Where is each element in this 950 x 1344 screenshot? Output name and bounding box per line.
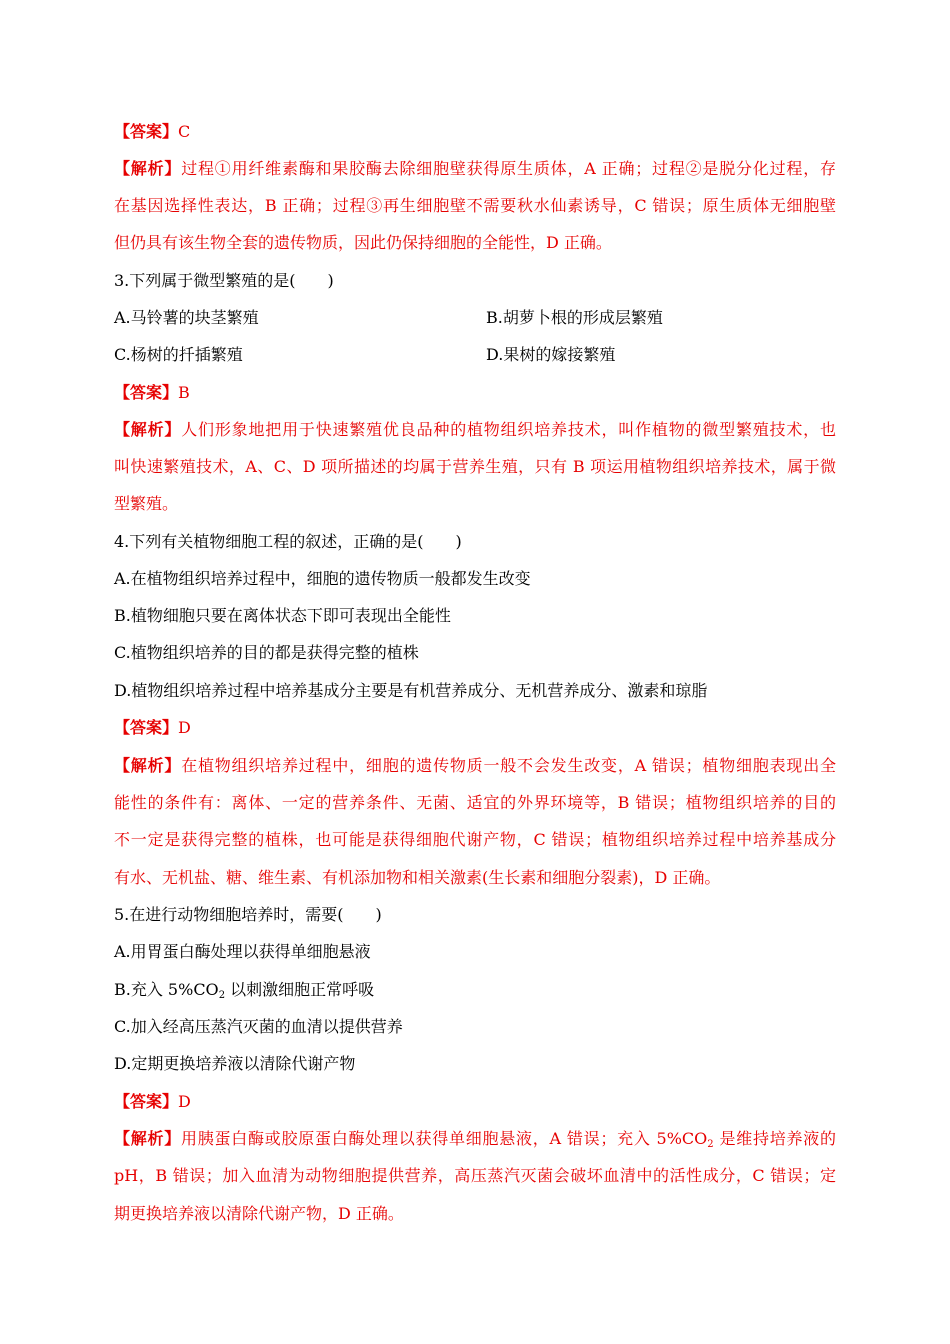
analysis-tag: 【解析】	[114, 1129, 182, 1148]
q5-analysis-line: pH，B 错误；加入血清为动物细胞提供营养，高压蒸汽灭菌会破坏血清中的活性成分，C 错误；定	[114, 1166, 836, 1185]
q3-stem: 3.下列属于微型繁殖的是( )	[114, 271, 334, 290]
q4-analysis-line: 能性的条件有：离体、一定的营养条件、无菌、适宜的外界环境等，B 错误；植物组织培养的目的	[114, 793, 836, 812]
q2-answer	[114, 122, 190, 142]
q4-stem: 4.下列有关植物细胞工程的叙述，正确的是( )	[114, 532, 462, 551]
answer-value: D	[178, 1092, 191, 1111]
q4-analysis-line: 不一定是获得完整的植株，也可能是获得细胞代谢产物，C 错误；植物组织培养过程中培养基成分	[114, 830, 836, 849]
q5-analysis-line: 期更换培养液以清除代谢产物，D 正确。	[114, 1204, 404, 1223]
answer-value: D	[178, 718, 191, 737]
q5-answer	[114, 1092, 191, 1112]
analysis-tag: 【解析】	[114, 420, 182, 439]
q4-option-d: D.植物组织培养过程中培养基成分主要是有机营养成分、无机营养成分、激素和琼脂	[114, 681, 708, 700]
q4-option-b: B.植物细胞只要在离体状态下即可表现出全能性	[114, 606, 451, 625]
q2-analysis-line: 但仍具有该生物全套的遗传物质，因此仍保持细胞的全能性，D 正确。	[114, 233, 612, 252]
q4-option-a: A.在植物组织培养过程中，细胞的遗传物质一般都发生改变	[114, 569, 531, 588]
q3-option-d: D.果树的嫁接繁殖	[486, 345, 616, 364]
answer-tag: 【答案】	[114, 1092, 179, 1111]
q3-option-b: B.胡萝卜根的形成层繁殖	[486, 308, 663, 327]
q4-answer	[114, 718, 191, 738]
q5-stem: 5.在进行动物细胞培养时，需要( )	[114, 905, 382, 924]
answer-value: B	[178, 383, 190, 402]
q5-option-a: A.用胃蛋白酶处理以获得单细胞悬液	[114, 942, 371, 961]
q3-option-c: C.杨树的扦插繁殖	[114, 345, 243, 364]
q3-analysis-line: 型繁殖。	[114, 494, 179, 513]
q4-analysis-line: 有水、无机盐、糖、维生素、有机添加物和相关激素(生长素和细胞分裂素)，D 正确。	[114, 868, 721, 887]
q3-answer	[114, 383, 190, 403]
q5-option-c: C.加入经高压蒸汽灭菌的血清以提供营养	[114, 1017, 403, 1036]
q4-analysis-line: 【解析】在植物组织培养过程中，细胞的遗传物质一般不会发生改变，A 错误；植物细胞表现出全	[114, 756, 836, 775]
answer-value: C	[178, 122, 191, 141]
q2-analysis-line: 在基因选择性表达，B 正确；过程③再生细胞壁不需要秋水仙素诱导，C 错误；原生质体无细胞壁	[114, 196, 836, 215]
q3-option-a: A.马铃薯的块茎繁殖	[114, 308, 259, 327]
answer-tag: 【答案】	[114, 383, 179, 402]
q3-analysis-line: 【解析】人们形象地把用于快速繁殖优良品种的植物组织培养技术，叫作植物的微型繁殖技术，也	[114, 420, 836, 439]
analysis-tag: 【解析】	[114, 756, 182, 775]
q4-option-c: C.植物组织培养的目的都是获得完整的植株	[114, 643, 419, 662]
answer-tag: 【答案】	[114, 718, 179, 737]
answer-tag: 【答案】	[114, 122, 179, 141]
q5-option-d: D.定期更换培养液以清除代谢产物	[114, 1054, 356, 1073]
q3-analysis-line: 叫快速繁殖技术，A、C、D 项所描述的均属于营养生殖，只有 B 项运用植物组织培养技术，属于微	[114, 457, 836, 476]
q2-analysis-line: 【解析】过程①用纤维素酶和果胶酶去除细胞壁获得原生质体，A 正确；过程②是脱分化过程，存	[114, 159, 836, 178]
q5-analysis-line: 【解析】用胰蛋白酶或胶原蛋白酶处理以获得单细胞悬液，A 错误；充入 $5\%CO_2$ 是维持培养液的	[114, 1129, 836, 1150]
analysis-tag: 【解析】	[114, 159, 182, 178]
q5-option-b: B.充入 $5\%CO_2$ 以刺激细胞正常呼吸	[114, 980, 375, 1001]
